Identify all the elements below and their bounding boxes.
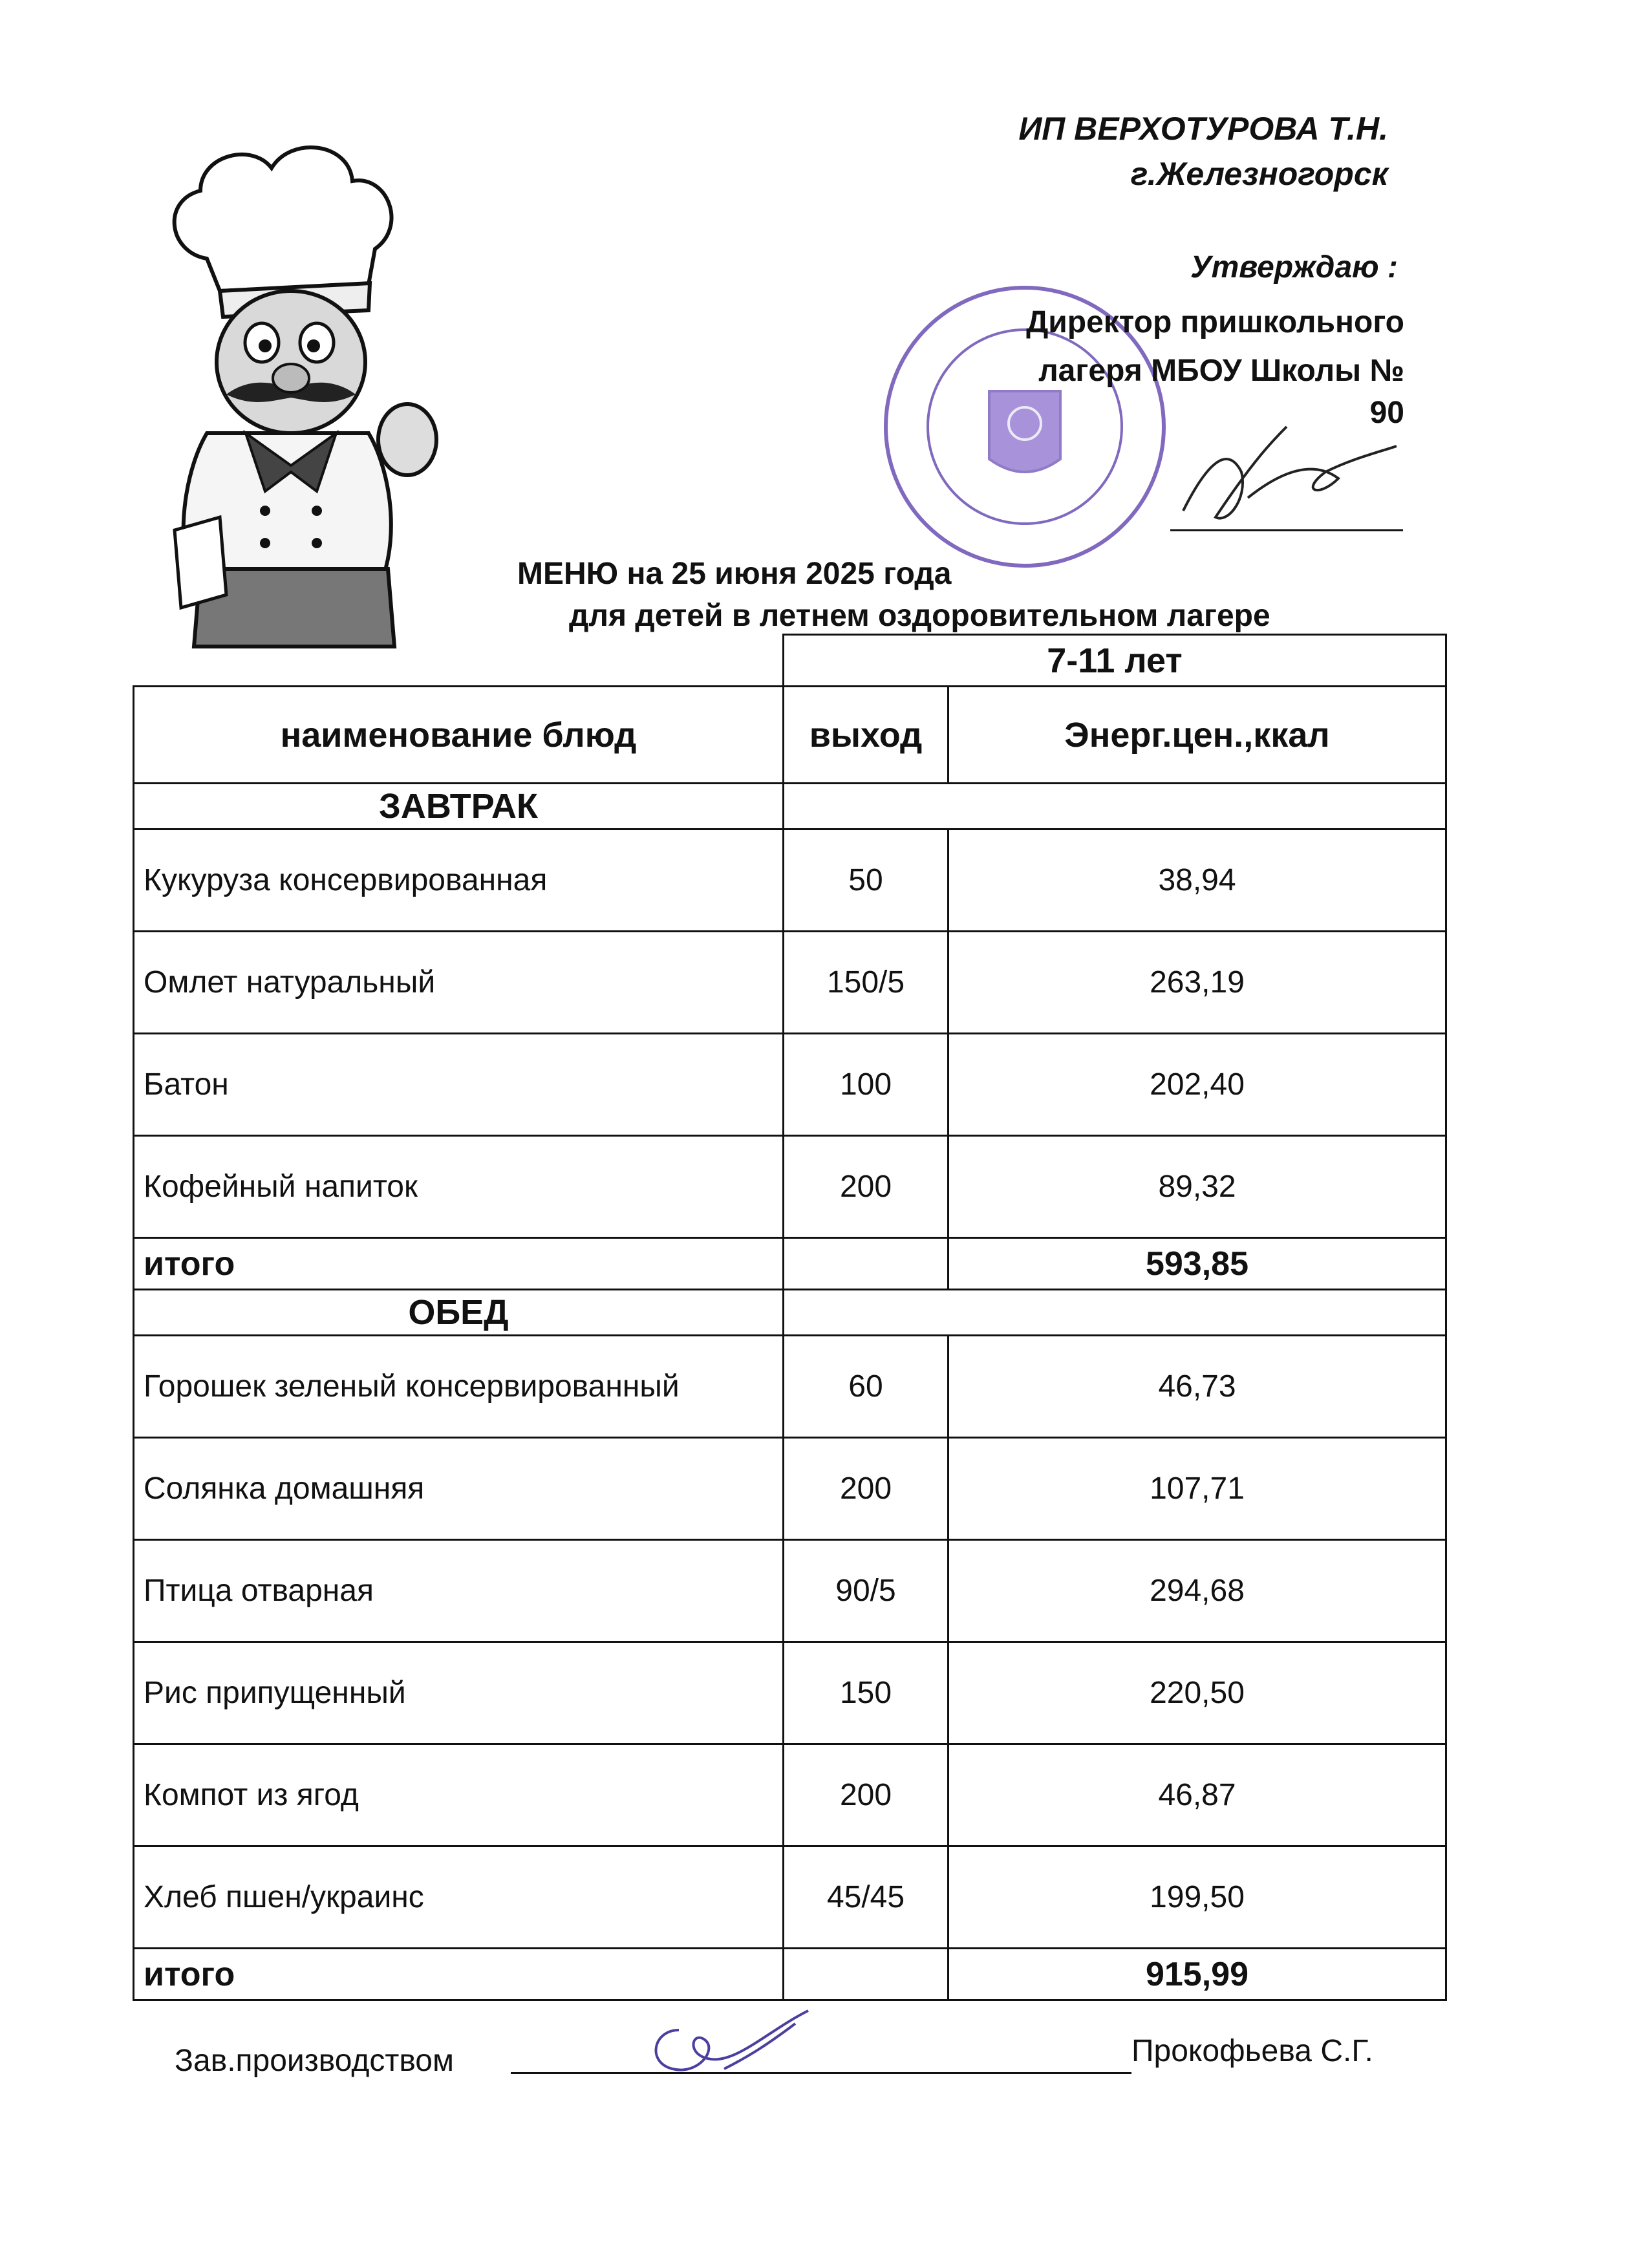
dish-yield: 200 bbox=[784, 1136, 948, 1238]
producer-signature bbox=[640, 2004, 834, 2088]
total-value: 915,99 bbox=[948, 1949, 1446, 2000]
dish-name: Хлеб пшен/украинс bbox=[134, 1846, 784, 1949]
approve-label: Утверждаю : bbox=[1190, 250, 1398, 284]
dish-name: Птица отварная bbox=[134, 1540, 784, 1642]
section-empty-cell bbox=[784, 1290, 1446, 1336]
section-lunch: ОБЕД bbox=[134, 1290, 784, 1336]
total-row bbox=[134, 1238, 1446, 1290]
col-header-yield: выход bbox=[784, 687, 948, 784]
dish-energy: 107,71 bbox=[948, 1438, 1446, 1540]
col-header-energy: Энерг.цен.,ккал bbox=[948, 687, 1446, 784]
table-row bbox=[134, 1136, 1446, 1238]
col-header-name: наименование блюд bbox=[134, 687, 784, 784]
dish-name: Кофейный напиток bbox=[134, 1136, 784, 1238]
dish-yield: 50 bbox=[784, 829, 948, 932]
dish-energy: 46,73 bbox=[948, 1336, 1446, 1438]
section-empty-cell bbox=[784, 784, 1446, 829]
table-row bbox=[134, 829, 1446, 932]
approve-line-1: Директор пришкольного bbox=[1026, 305, 1404, 339]
dish-name: Рис припущенный bbox=[134, 1642, 784, 1744]
total-label: итого bbox=[134, 1238, 784, 1290]
total-value: 593,85 bbox=[948, 1238, 1446, 1290]
footer-signer: Прокофьева С.Г. bbox=[1131, 2034, 1373, 2068]
chef-illustration bbox=[129, 129, 466, 659]
dish-yield: 200 bbox=[784, 1744, 948, 1846]
dish-name: Омлет натуральный bbox=[134, 932, 784, 1034]
dish-yield: 45/45 bbox=[784, 1846, 948, 1949]
table-row bbox=[134, 932, 1446, 1034]
dish-energy: 263,19 bbox=[948, 932, 1446, 1034]
dish-energy: 199,50 bbox=[948, 1846, 1446, 1949]
dish-yield: 100 bbox=[784, 1034, 948, 1136]
empty-header-cell bbox=[134, 635, 784, 687]
dish-energy: 294,68 bbox=[948, 1540, 1446, 1642]
dish-energy: 89,32 bbox=[948, 1136, 1446, 1238]
table-row bbox=[134, 1540, 1446, 1642]
org-city: г.Железногорск bbox=[1130, 156, 1388, 192]
menu-title: МЕНЮ на 25 июня 2025 года bbox=[517, 557, 952, 591]
total-row bbox=[134, 1949, 1446, 2000]
dish-name: Кукуруза консервированная bbox=[134, 829, 784, 932]
dish-name: Солянка домашняя bbox=[134, 1438, 784, 1540]
dish-yield: 90/5 bbox=[784, 1540, 948, 1642]
org-name: ИП ВЕРХОТУРОВА Т.Н. bbox=[1018, 111, 1388, 147]
dish-energy: 202,40 bbox=[948, 1034, 1446, 1136]
total-empty-cell bbox=[784, 1238, 948, 1290]
table-row bbox=[134, 1034, 1446, 1136]
dish-energy: 46,87 bbox=[948, 1744, 1446, 1846]
dish-energy: 220,50 bbox=[948, 1642, 1446, 1744]
total-label: итого bbox=[134, 1949, 784, 2000]
section-breakfast: ЗАВТРАК bbox=[134, 784, 784, 829]
dish-yield: 60 bbox=[784, 1336, 948, 1438]
approve-line-3: 90 bbox=[1369, 396, 1404, 430]
approve-line-2: лагеря МБОУ Школы № bbox=[1038, 354, 1404, 388]
footer-position: Зав.производством bbox=[175, 2044, 454, 2078]
dish-energy: 38,94 bbox=[948, 829, 1446, 932]
table-row bbox=[134, 1438, 1446, 1540]
dish-name: Горошек зеленый консервированный bbox=[134, 1336, 784, 1438]
menu-table bbox=[133, 634, 1447, 2001]
dish-yield: 150 bbox=[784, 1642, 948, 1744]
table-row bbox=[134, 1336, 1446, 1438]
dish-name: Батон bbox=[134, 1034, 784, 1136]
total-empty-cell bbox=[784, 1949, 948, 2000]
menu-subtitle: для детей в летнем оздоровительном лагере bbox=[569, 599, 1270, 633]
director-signature bbox=[1170, 420, 1403, 550]
table-row bbox=[134, 1744, 1446, 1846]
table-row bbox=[134, 1642, 1446, 1744]
dish-yield: 200 bbox=[784, 1438, 948, 1540]
dish-yield: 150/5 bbox=[784, 932, 948, 1034]
table-row bbox=[134, 1846, 1446, 1949]
age-group-header: 7-11 лет bbox=[784, 635, 1446, 687]
dish-name: Компот из ягод bbox=[134, 1744, 784, 1846]
